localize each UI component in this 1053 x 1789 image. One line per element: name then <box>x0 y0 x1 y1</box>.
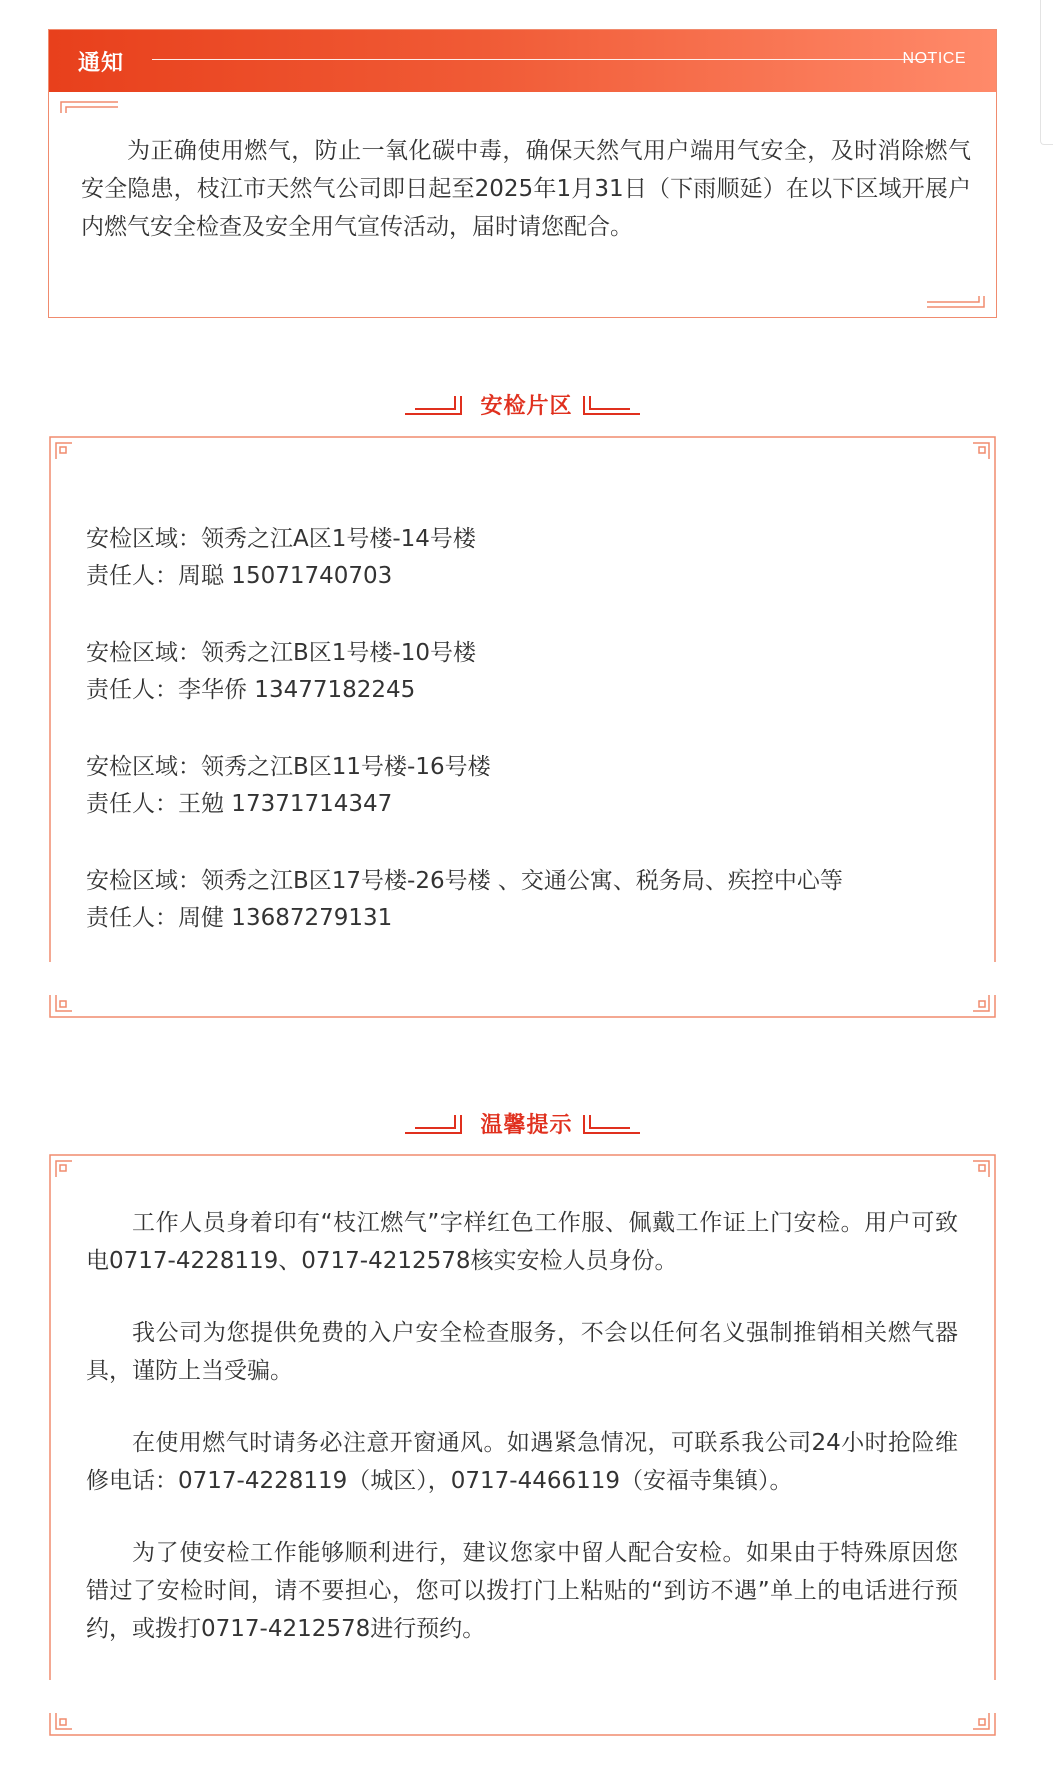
tip-paragraph: 工作人员身着印有“枝江燃气”字样红色工作服、佩戴工作证上门安检。用户可致电0717-4228119、0717-4212578核实安检人员身份。 <box>86 1210 958 1274</box>
zone-person: 责任人：周聪 15071740703 <box>86 563 393 589</box>
scroll-edge <box>1040 0 1053 145</box>
zone-person: 责任人：李华侨 13477182245 <box>86 677 416 703</box>
corner-ornament-bottom-right-icon <box>926 295 986 309</box>
notice-header <box>49 30 996 92</box>
zone-person: 责任人：王勉 17371714347 <box>86 791 393 817</box>
tips-title: 温馨提示 <box>480 1113 573 1138</box>
zone-item <box>86 635 843 709</box>
notice-tag: NOTICE <box>902 50 966 67</box>
corner-ornament-top-left-icon <box>59 100 119 114</box>
zones-heading <box>0 389 1053 423</box>
tips-list <box>86 1204 958 1682</box>
zone-area: 安检区域：领秀之江B区17号楼-26号楼 、交通公寓、税务局、疾控中心等 <box>86 868 843 894</box>
heading-ornament-right-icon <box>582 1113 640 1135</box>
notice-header-line <box>152 59 934 60</box>
zone-item <box>86 749 843 823</box>
tips-panel <box>48 1153 997 1737</box>
notice-card <box>48 29 997 318</box>
tips-heading <box>0 1108 1053 1142</box>
heading-ornament-right-icon <box>582 394 640 416</box>
zone-person: 责任人：周健 13687279131 <box>86 905 393 931</box>
zone-area: 安检区域：领秀之江B区11号楼-16号楼 <box>86 754 491 780</box>
zone-area: 安检区域：领秀之江B区1号楼-10号楼 <box>86 640 476 666</box>
notice-body: 为正确使用燃气，防止一氧化碳中毒，确保天然气用户端用气安全，及时消除燃气安全隐患，枝江市天然气公司即日起至2025年1月31日（下雨顺延）在以下区域开展户内燃气安全检查及安全用气宣传活动，届时请您配合。 <box>81 138 971 240</box>
tip-paragraph: 在使用燃气时请务必注意开窗通风。如遇紧急情况，可联系我公司24小时抢险维修电话：0717-4228119（城区），0717-4466119（安福寺集镇）。 <box>86 1430 958 1494</box>
zones-list <box>86 521 843 977</box>
tip-paragraph: 我公司为您提供免费的入户安全检查服务，不会以任何名义强制推销相关燃气器具，谨防上当受骗。 <box>86 1320 958 1384</box>
zones-panel <box>48 435 997 1019</box>
zones-title: 安检片区 <box>480 394 573 419</box>
zone-area: 安检区域：领秀之江A区1号楼-14号楼 <box>86 526 476 552</box>
zone-item <box>86 521 843 595</box>
tip-paragraph: 为了使安检工作能够顺利进行，建议您家中留人配合安检。如果由于特殊原因您错过了安检时间，请不要担心，您可以拨打门上粘贴的“到访不遇”单上的电话进行预约，或拨打0717-4212578进行预约。 <box>86 1540 958 1642</box>
notice-title: 通知 <box>78 51 125 76</box>
zone-item <box>86 863 843 937</box>
